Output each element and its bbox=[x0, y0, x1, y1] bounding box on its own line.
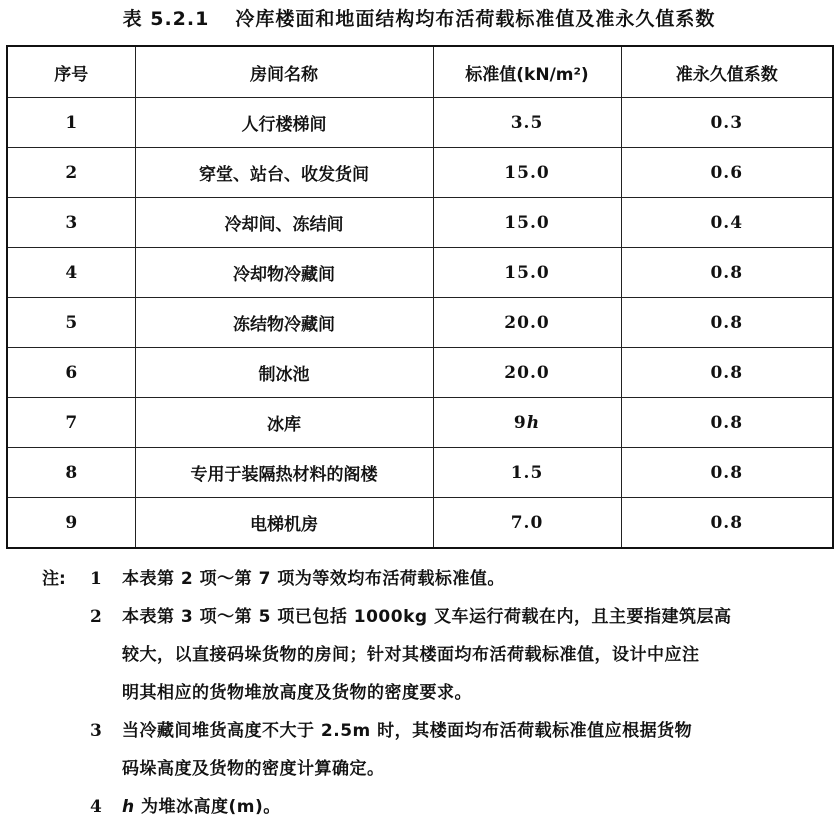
row-standard-value: 1.5 bbox=[433, 448, 621, 498]
note-4 bbox=[0, 788, 838, 826]
row-room-name: 电梯机房 bbox=[135, 498, 433, 549]
row-coef: 0.6 bbox=[621, 148, 833, 198]
note-2-cont bbox=[0, 674, 838, 712]
header-standard-value: 标准值(kN/m²) bbox=[433, 46, 621, 98]
table-row bbox=[7, 398, 833, 448]
row-coef: 0.8 bbox=[621, 248, 833, 298]
row-room-name: 冷却物冷藏间 bbox=[135, 248, 433, 298]
row-standard-value-ice bbox=[433, 398, 621, 448]
row-room-name: 冰库 bbox=[135, 398, 433, 448]
row-room-name: 制冰池 bbox=[135, 348, 433, 398]
row-coef: 0.4 bbox=[621, 198, 833, 248]
row-standard-value: 15.0 bbox=[433, 148, 621, 198]
note-number: 4 bbox=[90, 797, 102, 817]
table-row bbox=[7, 298, 833, 348]
note-text-line: 明其相应的货物堆放高度及货物的密度要求。 bbox=[122, 683, 472, 703]
row-coef: 0.8 bbox=[621, 448, 833, 498]
table-row bbox=[7, 448, 833, 498]
row-seq: 7 bbox=[7, 398, 135, 448]
row-room-name: 人行楼梯间 bbox=[135, 98, 433, 148]
row-seq: 6 bbox=[7, 348, 135, 398]
header-seq: 序号 bbox=[7, 46, 135, 98]
note-2-cont bbox=[0, 636, 838, 674]
note-text-line: 本表第 3 项～第 5 项已包括 1000kg 叉车运行荷载在内，且主要指建筑层高 bbox=[122, 607, 732, 627]
table-number: 表 5.2.1 bbox=[122, 8, 210, 30]
note-text-line: 本表第 2 项～第 7 项为等效均布活荷载标准值。 bbox=[122, 569, 505, 589]
row-seq: 9 bbox=[7, 498, 135, 549]
table-row bbox=[7, 498, 833, 549]
row-coef: 0.8 bbox=[621, 298, 833, 348]
note-2 bbox=[0, 598, 838, 636]
row-coef: 0.8 bbox=[621, 398, 833, 448]
row-room-name: 穿堂、站台、收发货间 bbox=[135, 148, 433, 198]
table-title-text: 冷库楼面和地面结构均布活荷载标准值及准永久值系数 bbox=[235, 8, 716, 30]
note-number: 3 bbox=[90, 721, 102, 741]
notes-label: 注: bbox=[42, 569, 66, 589]
table-notes bbox=[0, 560, 838, 826]
table-row bbox=[7, 148, 833, 198]
table-header-row bbox=[7, 46, 833, 98]
note-text-line: 较大，以直接码垛货物的房间；针对其楼面均布活荷载标准值，设计中应注 bbox=[122, 645, 700, 665]
note-number: 2 bbox=[90, 607, 102, 627]
row-standard-value: 3.5 bbox=[433, 98, 621, 148]
table-row bbox=[7, 348, 833, 398]
row-standard-value: 20.0 bbox=[433, 348, 621, 398]
table-row bbox=[7, 248, 833, 298]
table-title bbox=[0, 6, 838, 32]
note-3 bbox=[0, 712, 838, 750]
row-seq: 2 bbox=[7, 148, 135, 198]
header-room-name: 房间名称 bbox=[135, 46, 433, 98]
row-seq: 3 bbox=[7, 198, 135, 248]
row-seq: 4 bbox=[7, 248, 135, 298]
row-standard-value: 20.0 bbox=[433, 298, 621, 348]
note-text-line: 当冷藏间堆货高度不大于 2.5m 时，其楼面均布活荷载标准值应根据货物 bbox=[122, 721, 693, 741]
note-3-cont bbox=[0, 750, 838, 788]
row-seq: 8 bbox=[7, 448, 135, 498]
note-1 bbox=[0, 560, 838, 598]
ice-value: 9h bbox=[513, 412, 541, 433]
row-room-name: 冻结物冷藏间 bbox=[135, 298, 433, 348]
table-row bbox=[7, 198, 833, 248]
note-number: 1 bbox=[90, 569, 102, 589]
row-seq: 5 bbox=[7, 298, 135, 348]
note-text-line: h 为堆冰高度(m)。 bbox=[122, 797, 281, 817]
load-table bbox=[6, 45, 834, 549]
row-standard-value: 15.0 bbox=[433, 198, 621, 248]
row-room-name: 冷却间、冻结间 bbox=[135, 198, 433, 248]
row-room-name: 专用于装隔热材料的阁楼 bbox=[135, 448, 433, 498]
table-row bbox=[7, 98, 833, 148]
row-coef: 0.8 bbox=[621, 348, 833, 398]
row-coef: 0.3 bbox=[621, 98, 833, 148]
row-seq: 1 bbox=[7, 98, 135, 148]
row-standard-value: 15.0 bbox=[433, 248, 621, 298]
row-coef: 0.8 bbox=[621, 498, 833, 549]
header-quasi-permanent-coef: 准永久值系数 bbox=[621, 46, 833, 98]
note-text-line: 码垛高度及货物的密度计算确定。 bbox=[122, 759, 385, 779]
row-standard-value: 7.0 bbox=[433, 498, 621, 549]
